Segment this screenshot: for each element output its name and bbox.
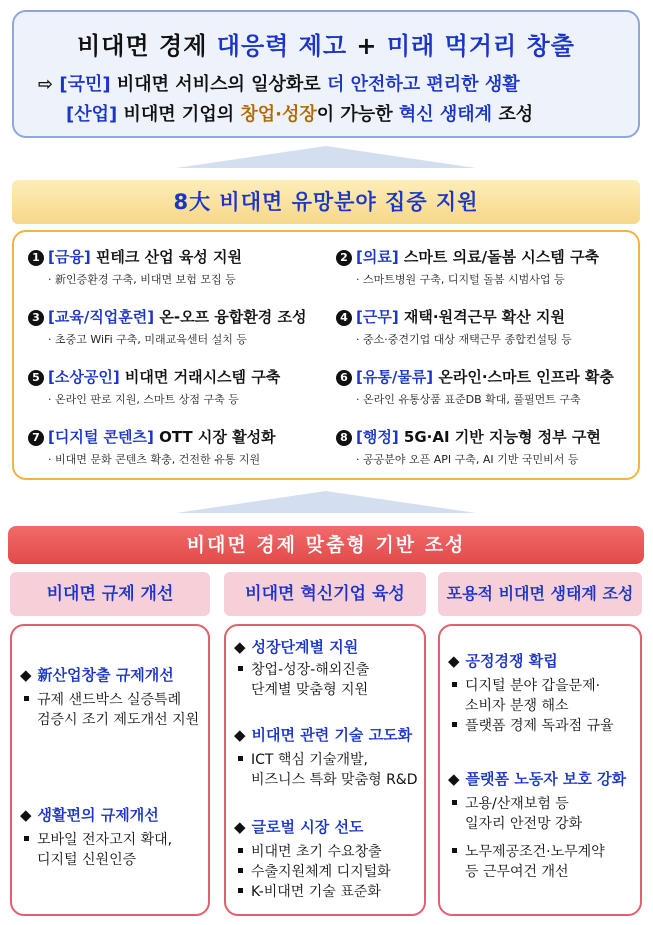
section-body: ICT 핵심 기술개발, 비즈니스 특화 맞춤형 R&D bbox=[238, 750, 418, 790]
diamond-bullet-icon: ◆ bbox=[20, 806, 32, 824]
column-box-innovation bbox=[224, 624, 426, 916]
vision-box bbox=[12, 10, 640, 138]
column-header-regulation: 비대면 규제 개선 bbox=[10, 572, 210, 616]
vision-line-citizen: ⇨ [국민] 비대면 서비스의 일상화로 더 안전하고 편리한 생활 bbox=[38, 74, 520, 95]
section-title: ◆ 생활편의 규제개선 bbox=[20, 806, 159, 824]
eight-fields-box bbox=[12, 230, 640, 480]
field-item-administration: 8 [행정] 5G·AI 기반 지능형 정부 구현 · 공공분야 오픈 API 구축, AI 기반 국민비서 등 bbox=[336, 426, 601, 467]
up-arrow-icon bbox=[176, 491, 476, 513]
section-title: ◆ 글로벌 시장 선도 bbox=[234, 818, 364, 836]
number-1-icon: 1 bbox=[28, 250, 44, 266]
column-header-innovation: 비대면 혁신기업 육성 bbox=[224, 572, 426, 616]
number-8-icon: 8 bbox=[336, 430, 352, 446]
square-bullet-icon bbox=[238, 888, 243, 893]
section-body: 고용/산재보험 등 일자리 안전망 강화 노무제공조건·노무계약 등 근무여건 개선 bbox=[452, 794, 605, 882]
vision-line-industry: [산업] 비대면 기업의 창업·성장이 가능한 혁신 생태계 조성 bbox=[66, 104, 534, 125]
square-bullet-icon bbox=[452, 682, 457, 687]
section-title: ◆ 성장단계별 지원 bbox=[234, 638, 359, 656]
section-title: ◆ 공정경쟁 확립 bbox=[448, 652, 558, 670]
field-item-work: 4 [근무] 재택·원격근무 확산 지원 · 중소·중견기업 대상 재택근무 종합컨설팅 등 bbox=[336, 306, 572, 347]
vision-title: 비대면 경제 대응력 제고 + 미래 먹거리 창출 bbox=[77, 32, 575, 60]
field-item-logistics: 6 [유통/물류] 온라인·스마트 인프라 확충 · 온라인 유통상품 표준DB 확대, 풀필먼트 구축 bbox=[336, 366, 614, 407]
column-box-inclusive bbox=[438, 624, 642, 916]
section-title: ◆ 플랫폼 노동자 보호 강화 bbox=[448, 770, 627, 788]
section-body: 비대면 초기 수요창출 수출지원체계 디지털화 K-비대면 기술 표준화 bbox=[238, 842, 391, 902]
section-body: 규제 샌드박스 실증특례 검증시 조기 제도개선 지원 bbox=[24, 690, 199, 730]
field-item-digital-content: 7 [디지털 콘텐츠] OTT 시장 활성화 · 비대면 문화 콘텐츠 확충, 건전한 유통 지원 bbox=[28, 426, 276, 467]
number-5-icon: 5 bbox=[28, 370, 44, 386]
section-body: 디지털 분야 갑을문제· 소비자 분쟁 해소 플랫폼 경제 독과점 규율 bbox=[452, 676, 614, 736]
column-header-inclusive: 포용적 비대면 생태계 조성 bbox=[438, 572, 642, 616]
square-bullet-icon bbox=[238, 868, 243, 873]
field-item-finance: 1 [금융] 핀테크 산업 육성 지원 · 新인증환경 구축, 비대면 보험 모집 등 bbox=[28, 246, 242, 287]
square-bullet-icon bbox=[238, 666, 243, 671]
number-4-icon: 4 bbox=[336, 310, 352, 326]
diamond-bullet-icon: ◆ bbox=[448, 770, 460, 788]
square-bullet-icon bbox=[452, 800, 457, 805]
number-7-icon: 7 bbox=[28, 430, 44, 446]
diamond-bullet-icon: ◆ bbox=[20, 666, 32, 684]
arrow-right-icon: ⇨ bbox=[38, 74, 60, 95]
up-arrow-icon bbox=[176, 146, 476, 168]
number-3-icon: 3 bbox=[28, 310, 44, 326]
field-item-medical: 2 [의료] 스마트 의료/돌봄 시스템 구축 · 스마트병원 구축, 디지털 돌봄 시범사업 등 bbox=[336, 246, 599, 287]
diamond-bullet-icon: ◆ bbox=[448, 652, 460, 670]
square-bullet-icon bbox=[452, 848, 457, 853]
diamond-bullet-icon: ◆ bbox=[234, 638, 246, 656]
eight-fields-header: 8大 비대면 유망분야 집중 지원 bbox=[12, 180, 640, 224]
field-item-small-business: 5 [소상공인] 비대면 거래시스템 구축 · 온라인 판로 지원, 스마트 상점 구축 등 bbox=[28, 366, 280, 407]
square-bullet-icon bbox=[24, 836, 29, 841]
square-bullet-icon bbox=[24, 696, 29, 701]
section-body: 창업-성장-해외진출 단계별 맞춤형 지원 bbox=[238, 660, 369, 700]
diamond-bullet-icon: ◆ bbox=[234, 726, 246, 744]
square-bullet-icon bbox=[238, 756, 243, 761]
diamond-bullet-icon: ◆ bbox=[234, 818, 246, 836]
section-body: 모바일 전자고지 확대, 디지털 신원인증 bbox=[24, 830, 172, 870]
section-title: ◆ 비대면 관련 기술 고도화 bbox=[234, 726, 413, 744]
column-box-regulation bbox=[10, 624, 210, 916]
section-title: ◆ 新산업창출 규제개선 bbox=[20, 666, 174, 684]
number-2-icon: 2 bbox=[336, 250, 352, 266]
field-item-education: 3 [교육/직업훈련] 온-오프 융합환경 조성 · 초중고 WiFi 구축, 미래교육센터 설치 등 bbox=[28, 306, 306, 347]
foundation-header: 비대면 경제 맞춤형 기반 조성 bbox=[8, 526, 644, 564]
square-bullet-icon bbox=[452, 722, 457, 727]
square-bullet-icon bbox=[238, 848, 243, 853]
number-6-icon: 6 bbox=[336, 370, 352, 386]
